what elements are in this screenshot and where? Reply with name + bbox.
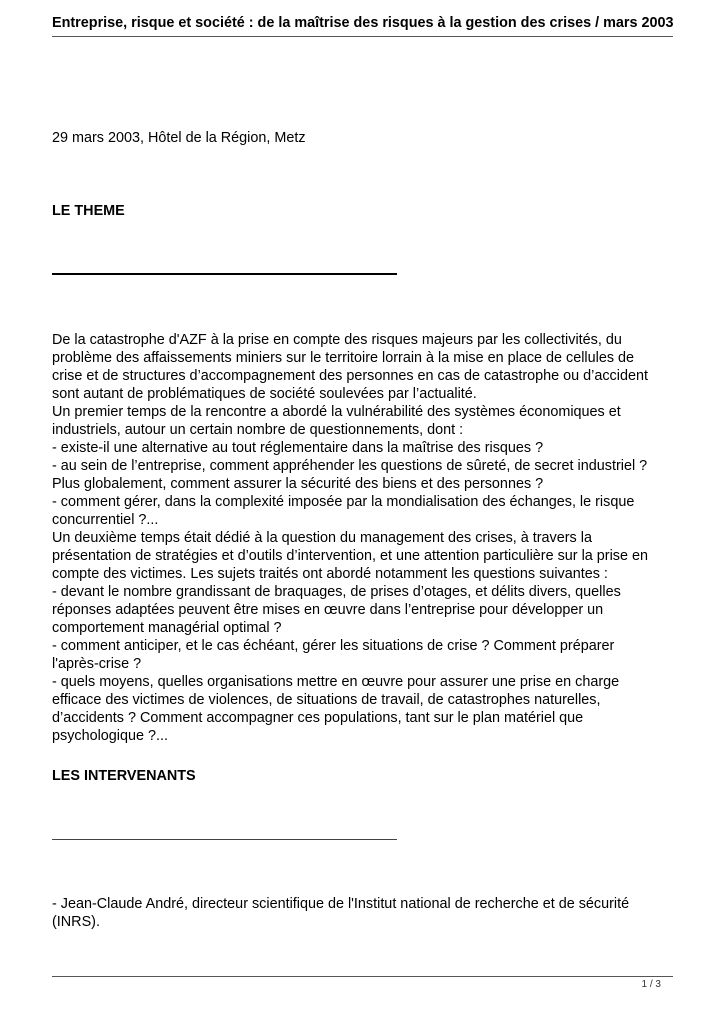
theme-line: concurrentiel ?... xyxy=(52,512,159,528)
theme-line: d’accidents ? Comment accompagner ces populations, tant sur le plan matériel que xyxy=(52,710,584,726)
event-dateline: 29 mars 2003, Hôtel de la Région, Metz xyxy=(52,130,306,146)
theme-line: l'après-crise ? xyxy=(52,656,142,672)
theme-line: - comment gérer, dans la complexité imposée par la mondialisation des échanges, le risque xyxy=(52,494,635,510)
footer-divider xyxy=(52,976,673,977)
theme-line: présentation de stratégies et d’outils d’intervention, et une attention particulière sur la prise en xyxy=(52,548,648,564)
page-header-title: Entreprise, risque et société : de la maîtrise des risques à la gestion des crises / mars 2003 xyxy=(52,15,674,31)
theme-line: sont autant de problématiques de société soulevées par l’actualité. xyxy=(52,386,477,402)
theme-line: - existe-il une alternative au tout réglementaire dans la maîtrise des risques ? xyxy=(52,440,544,456)
theme-line: problème des affaissements miniers sur le territoire lorrain à la mise en place de cellules de xyxy=(52,350,635,366)
speakers-divider xyxy=(52,839,397,840)
theme-line: - au sein de l’entreprise, comment appréhender les questions de sûreté, de secret industriel ? xyxy=(52,458,648,474)
theme-line: industriels, autour un certain nombre de questionnements, dont : xyxy=(52,422,464,438)
speakers-body xyxy=(52,895,672,931)
theme-divider xyxy=(52,273,397,275)
theme-heading: LE THEME xyxy=(52,203,125,219)
header-divider xyxy=(52,36,673,37)
theme-body xyxy=(52,331,672,745)
theme-line: - devant le nombre grandissant de braquages, de prises d’otages, et délits divers, quelles xyxy=(52,584,621,600)
speaker-line: (INRS). xyxy=(52,914,100,930)
theme-line: Un premier temps de la rencontre a abordé la vulnérabilité des systèmes économiques et xyxy=(52,404,621,420)
theme-line: - comment anticiper, et le cas échéant, gérer les situations de crise ? Comment préparer xyxy=(52,638,615,654)
theme-line: - quels moyens, quelles organisations mettre en œuvre pour assurer une prise en charge xyxy=(52,674,620,690)
theme-line: Un deuxième temps était dédié à la question du management des crises, à travers la xyxy=(52,530,592,546)
page-number: 1 / 3 xyxy=(641,979,661,990)
theme-line: crise et de structures d’accompagnement des personnes en cas de catastrophe ou d’accident xyxy=(52,368,648,384)
theme-line: Plus globalement, comment assurer la sécurité des biens et des personnes ? xyxy=(52,476,544,492)
speakers-heading: LES INTERVENANTS xyxy=(52,768,196,784)
theme-line: réponses adaptées peuvent être mises en œuvre dans l’entreprise pour développer un xyxy=(52,602,604,618)
speaker-line: - Jean-Claude André, directeur scientifique de l'Institut national de recherche et de sécurité xyxy=(52,896,630,912)
theme-line: De la catastrophe d'AZF à la prise en compte des risques majeurs par les collectivités, du xyxy=(52,332,622,348)
theme-line: efficace des victimes de violences, de situations de travail, de catastrophes naturelles, xyxy=(52,692,601,708)
theme-line: psychologique ?... xyxy=(52,728,169,744)
theme-line: comportement managérial optimal ? xyxy=(52,620,282,636)
theme-line: compte des victimes. Les sujets traités ont abordé notamment les questions suivantes : xyxy=(52,566,608,582)
